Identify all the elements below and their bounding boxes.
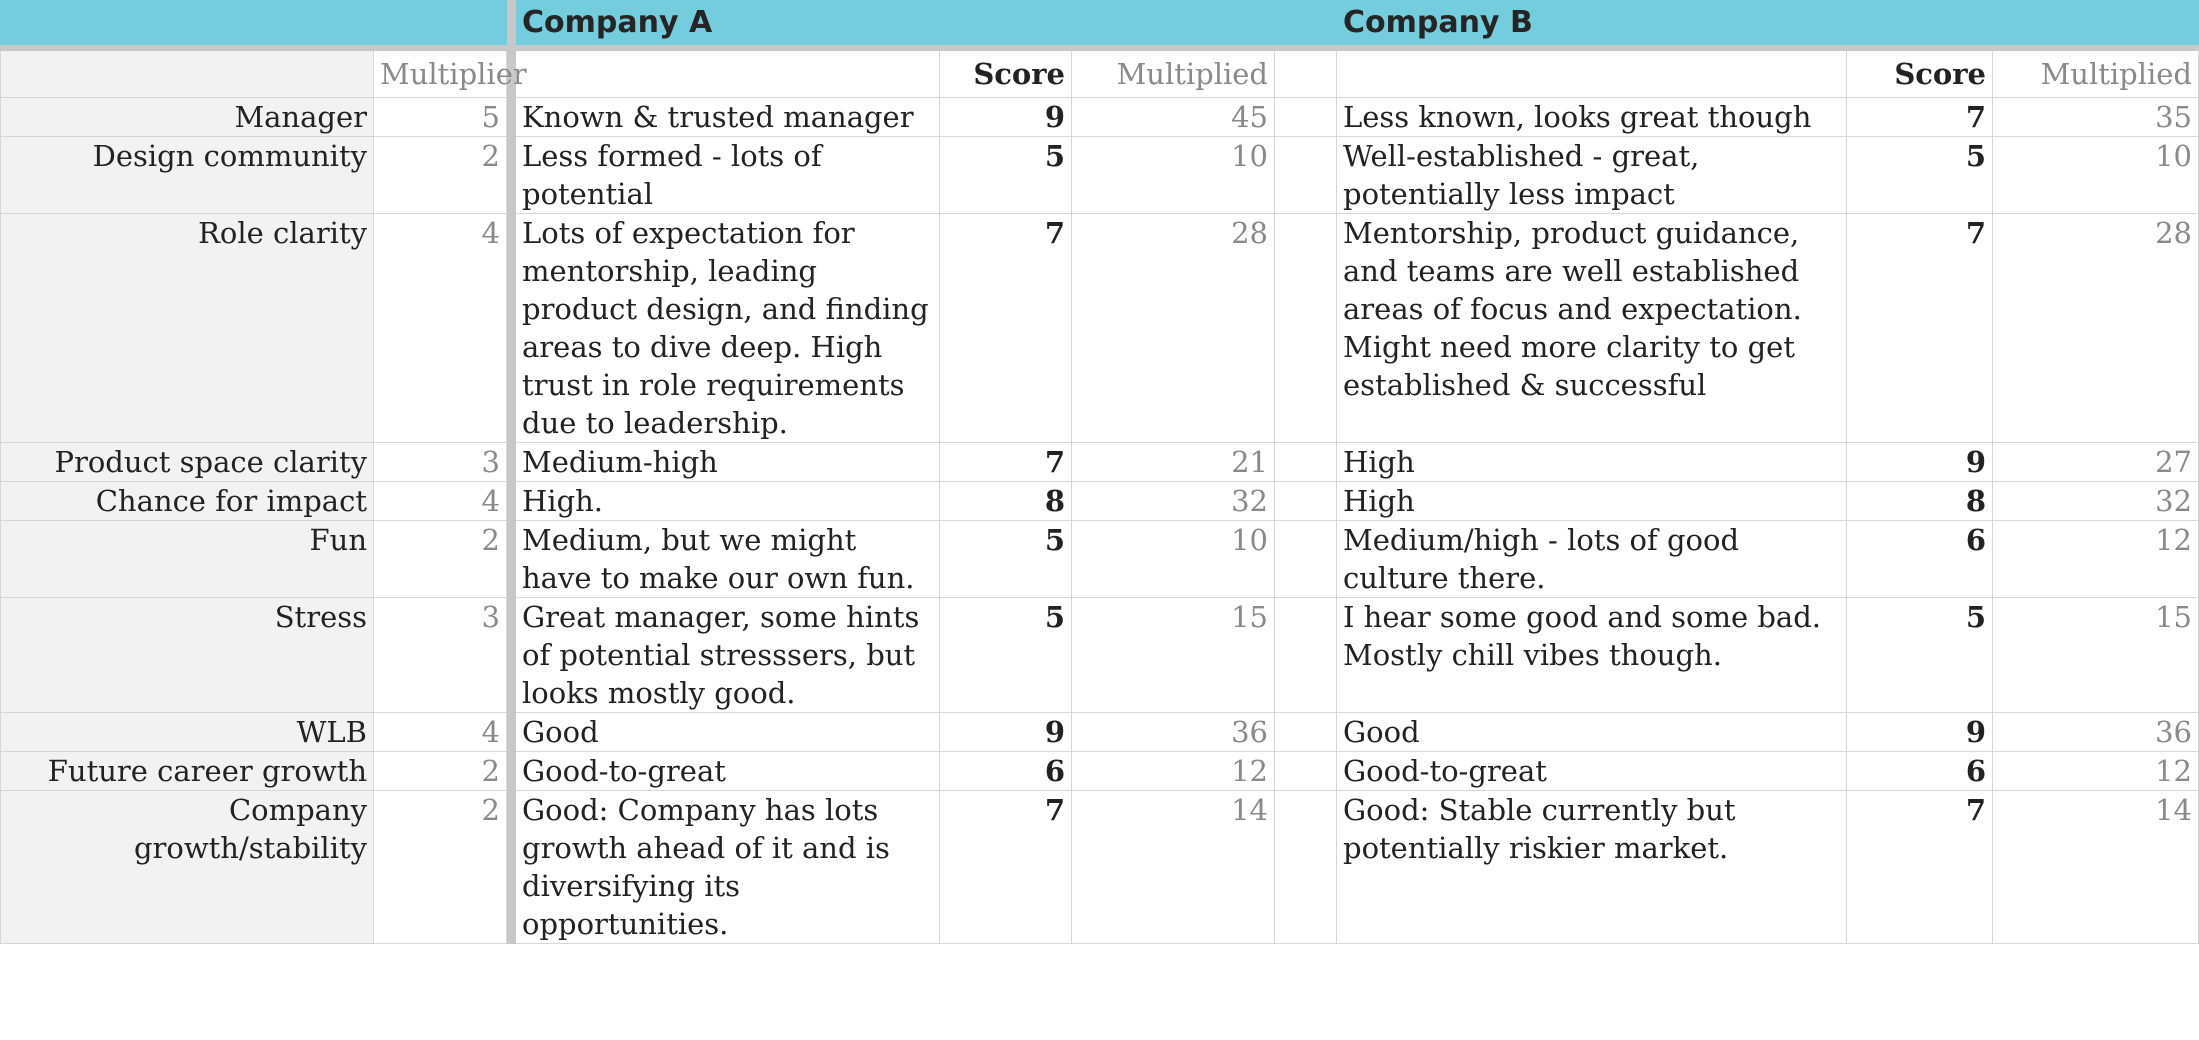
- company-b-multiplied[interactable]: 36: [1993, 713, 2199, 752]
- criterion-multiplier[interactable]: 2: [374, 137, 507, 214]
- company-a-multiplied[interactable]: 14: [1072, 791, 1275, 944]
- company-a-multiplied[interactable]: 36: [1072, 713, 1275, 752]
- company-a-description[interactable]: Good: [516, 713, 940, 752]
- multiplier-header[interactable]: Multiplier: [374, 48, 507, 98]
- criterion-label[interactable]: Chance for impact: [1, 482, 374, 521]
- company-a-multiplied[interactable]: 21: [1072, 443, 1275, 482]
- spacer-cell[interactable]: [1275, 521, 1337, 598]
- company-b-multiplied[interactable]: 15: [1993, 598, 2199, 713]
- company-b-description[interactable]: Less known, looks great though: [1337, 98, 1847, 137]
- criterion-label[interactable]: WLB: [1, 713, 374, 752]
- company-a-description[interactable]: Great manager, some hints of potential stresssers, but looks mostly good.: [516, 598, 940, 713]
- criterion-label[interactable]: Product space clarity: [1, 443, 374, 482]
- company-a-multiplied[interactable]: 12: [1072, 752, 1275, 791]
- criterion-multiplier[interactable]: 3: [374, 443, 507, 482]
- company-a-score[interactable]: 5: [940, 137, 1072, 214]
- criteria-row: [1, 214, 2199, 443]
- company-b-score-header[interactable]: Score: [1847, 48, 1993, 98]
- company-b-description[interactable]: Good-to-great: [1337, 752, 1847, 791]
- company-b-multiplied[interactable]: 14: [1993, 791, 2199, 944]
- criterion-label[interactable]: Fun: [1, 521, 374, 598]
- header-cell-empty[interactable]: [1337, 48, 1847, 98]
- company-a-score[interactable]: 5: [940, 598, 1072, 713]
- company-b-multiplied[interactable]: 12: [1993, 521, 2199, 598]
- column-divider: [507, 137, 516, 214]
- title-cell-empty[interactable]: [1, 1, 374, 49]
- company-b-description[interactable]: Medium/high - lots of good culture there.: [1337, 521, 1847, 598]
- company-a-score[interactable]: 8: [940, 482, 1072, 521]
- company-a-description[interactable]: High.: [516, 482, 940, 521]
- criteria-row: [1, 443, 2199, 482]
- company-b-score[interactable]: 6: [1847, 752, 1993, 791]
- company-b-score[interactable]: 9: [1847, 713, 1993, 752]
- company-a-score[interactable]: 7: [940, 214, 1072, 443]
- column-divider: [507, 598, 516, 713]
- company-title-row: [1, 1, 2199, 49]
- company-a-multiplied[interactable]: 32: [1072, 482, 1275, 521]
- company-b-description[interactable]: I hear some good and some bad. Mostly chill vibes though.: [1337, 598, 1847, 713]
- criterion-label[interactable]: Design community: [1, 137, 374, 214]
- spacer-cell[interactable]: [1275, 713, 1337, 752]
- spacer-cell[interactable]: [1275, 137, 1337, 214]
- spacer-cell[interactable]: [1275, 752, 1337, 791]
- company-a-multiplied[interactable]: 10: [1072, 521, 1275, 598]
- criterion-multiplier[interactable]: 5: [374, 98, 507, 137]
- criteria-row: [1, 752, 2199, 791]
- company-b-multiplied-header[interactable]: Multiplied: [1993, 48, 2199, 98]
- company-b-title[interactable]: Company B: [1337, 1, 1847, 49]
- criterion-label[interactable]: Manager: [1, 98, 374, 137]
- company-a-description[interactable]: Medium-high: [516, 443, 940, 482]
- company-b-score[interactable]: 8: [1847, 482, 1993, 521]
- title-cell-empty[interactable]: [1847, 1, 1993, 49]
- title-cell-empty[interactable]: [374, 1, 507, 49]
- company-a-score[interactable]: 7: [940, 443, 1072, 482]
- criteria-row: [1, 791, 2199, 944]
- spacer-cell[interactable]: [1275, 598, 1337, 713]
- column-divider: [507, 713, 516, 752]
- company-b-score[interactable]: 5: [1847, 598, 1993, 713]
- company-a-description[interactable]: Medium, but we might have to make our own fun.: [516, 521, 940, 598]
- column-divider: [507, 443, 516, 482]
- criteria-row: [1, 98, 2199, 137]
- criterion-multiplier[interactable]: 2: [374, 752, 507, 791]
- title-cell-empty[interactable]: [1072, 1, 1275, 49]
- column-divider: [507, 521, 516, 598]
- column-divider: [507, 1, 516, 49]
- criterion-multiplier[interactable]: 4: [374, 482, 507, 521]
- spacer-cell[interactable]: [1275, 214, 1337, 443]
- company-a-multiplied[interactable]: 45: [1072, 98, 1275, 137]
- company-b-score[interactable]: 7: [1847, 214, 1993, 443]
- company-a-score[interactable]: 6: [940, 752, 1072, 791]
- criteria-row: [1, 713, 2199, 752]
- title-cell-empty[interactable]: [1275, 1, 1337, 49]
- company-b-description[interactable]: Good: Stable currently but potentially riskier market.: [1337, 791, 1847, 944]
- company-a-multiplied[interactable]: 28: [1072, 214, 1275, 443]
- company-a-multiplied-header[interactable]: Multiplied: [1072, 48, 1275, 98]
- company-a-description[interactable]: Less formed - lots of potential: [516, 137, 940, 214]
- criterion-label[interactable]: Role clarity: [1, 214, 374, 443]
- criterion-multiplier[interactable]: 2: [374, 521, 507, 598]
- criterion-multiplier[interactable]: 3: [374, 598, 507, 713]
- column-divider: [507, 482, 516, 521]
- criterion-multiplier[interactable]: 4: [374, 214, 507, 443]
- company-a-title[interactable]: Company A: [516, 1, 940, 49]
- company-b-multiplied[interactable]: 27: [1993, 443, 2199, 482]
- company-b-description[interactable]: Well-established - great, potentially less impact: [1337, 137, 1847, 214]
- column-header-row: [1, 48, 2199, 98]
- company-b-multiplied[interactable]: 35: [1993, 98, 2199, 137]
- company-a-description[interactable]: Lots of expectation for mentorship, leading product design, and finding areas to dive deep. High trust in role requirements due to leadership.: [516, 214, 940, 443]
- criteria-row: [1, 137, 2199, 214]
- criterion-multiplier[interactable]: 4: [374, 713, 507, 752]
- company-a-description[interactable]: Good-to-great: [516, 752, 940, 791]
- criterion-label[interactable]: Company growth/stability: [1, 791, 374, 944]
- company-a-score[interactable]: 9: [940, 98, 1072, 137]
- company-a-score[interactable]: 5: [940, 521, 1072, 598]
- company-a-multiplied[interactable]: 15: [1072, 598, 1275, 713]
- company-b-score[interactable]: 6: [1847, 521, 1993, 598]
- company-b-multiplied[interactable]: 10: [1993, 137, 2199, 214]
- company-b-score[interactable]: 7: [1847, 791, 1993, 944]
- company-b-multiplied[interactable]: 12: [1993, 752, 2199, 791]
- spacer-cell[interactable]: [1275, 791, 1337, 944]
- column-divider: [507, 214, 516, 443]
- criteria-row: [1, 482, 2199, 521]
- criterion-multiplier[interactable]: 2: [374, 791, 507, 944]
- company-b-description[interactable]: High: [1337, 443, 1847, 482]
- header-cell-empty[interactable]: [1, 48, 374, 98]
- criterion-label[interactable]: Stress: [1, 598, 374, 713]
- company-a-description[interactable]: Known & trusted manager: [516, 98, 940, 137]
- company-a-score[interactable]: 7: [940, 791, 1072, 944]
- criterion-label[interactable]: Future career growth: [1, 752, 374, 791]
- company-b-description[interactable]: Mentorship, product guidance, and teams are well established areas of focus and expectation. Might need more clarity to get established & successful: [1337, 214, 1847, 443]
- title-cell-empty[interactable]: [1993, 1, 2199, 49]
- header-cell-empty[interactable]: [1275, 48, 1337, 98]
- company-b-description[interactable]: Good: [1337, 713, 1847, 752]
- column-divider: [507, 752, 516, 791]
- company-b-description[interactable]: High: [1337, 482, 1847, 521]
- header-cell-empty[interactable]: [516, 48, 940, 98]
- column-divider: [507, 791, 516, 944]
- company-a-description[interactable]: Good: Company has lots growth ahead of it and is diversifying its opportunities.: [516, 791, 940, 944]
- criteria-row: [1, 521, 2199, 598]
- spacer-cell[interactable]: [1275, 443, 1337, 482]
- company-b-score[interactable]: 7: [1847, 98, 1993, 137]
- company-a-score[interactable]: 9: [940, 713, 1072, 752]
- company-b-multiplied[interactable]: 32: [1993, 482, 2199, 521]
- company-b-score[interactable]: 5: [1847, 137, 1993, 214]
- criteria-rows: [1, 98, 2199, 944]
- title-cell-empty[interactable]: [940, 1, 1072, 49]
- spacer-cell[interactable]: [1275, 482, 1337, 521]
- company-b-multiplied[interactable]: 28: [1993, 214, 2199, 443]
- column-divider: [507, 98, 516, 137]
- company-a-score-header[interactable]: Score: [940, 48, 1072, 98]
- company-b-score[interactable]: 9: [1847, 443, 1993, 482]
- criteria-row: [1, 598, 2199, 713]
- company-a-multiplied[interactable]: 10: [1072, 137, 1275, 214]
- spacer-cell[interactable]: [1275, 98, 1337, 137]
